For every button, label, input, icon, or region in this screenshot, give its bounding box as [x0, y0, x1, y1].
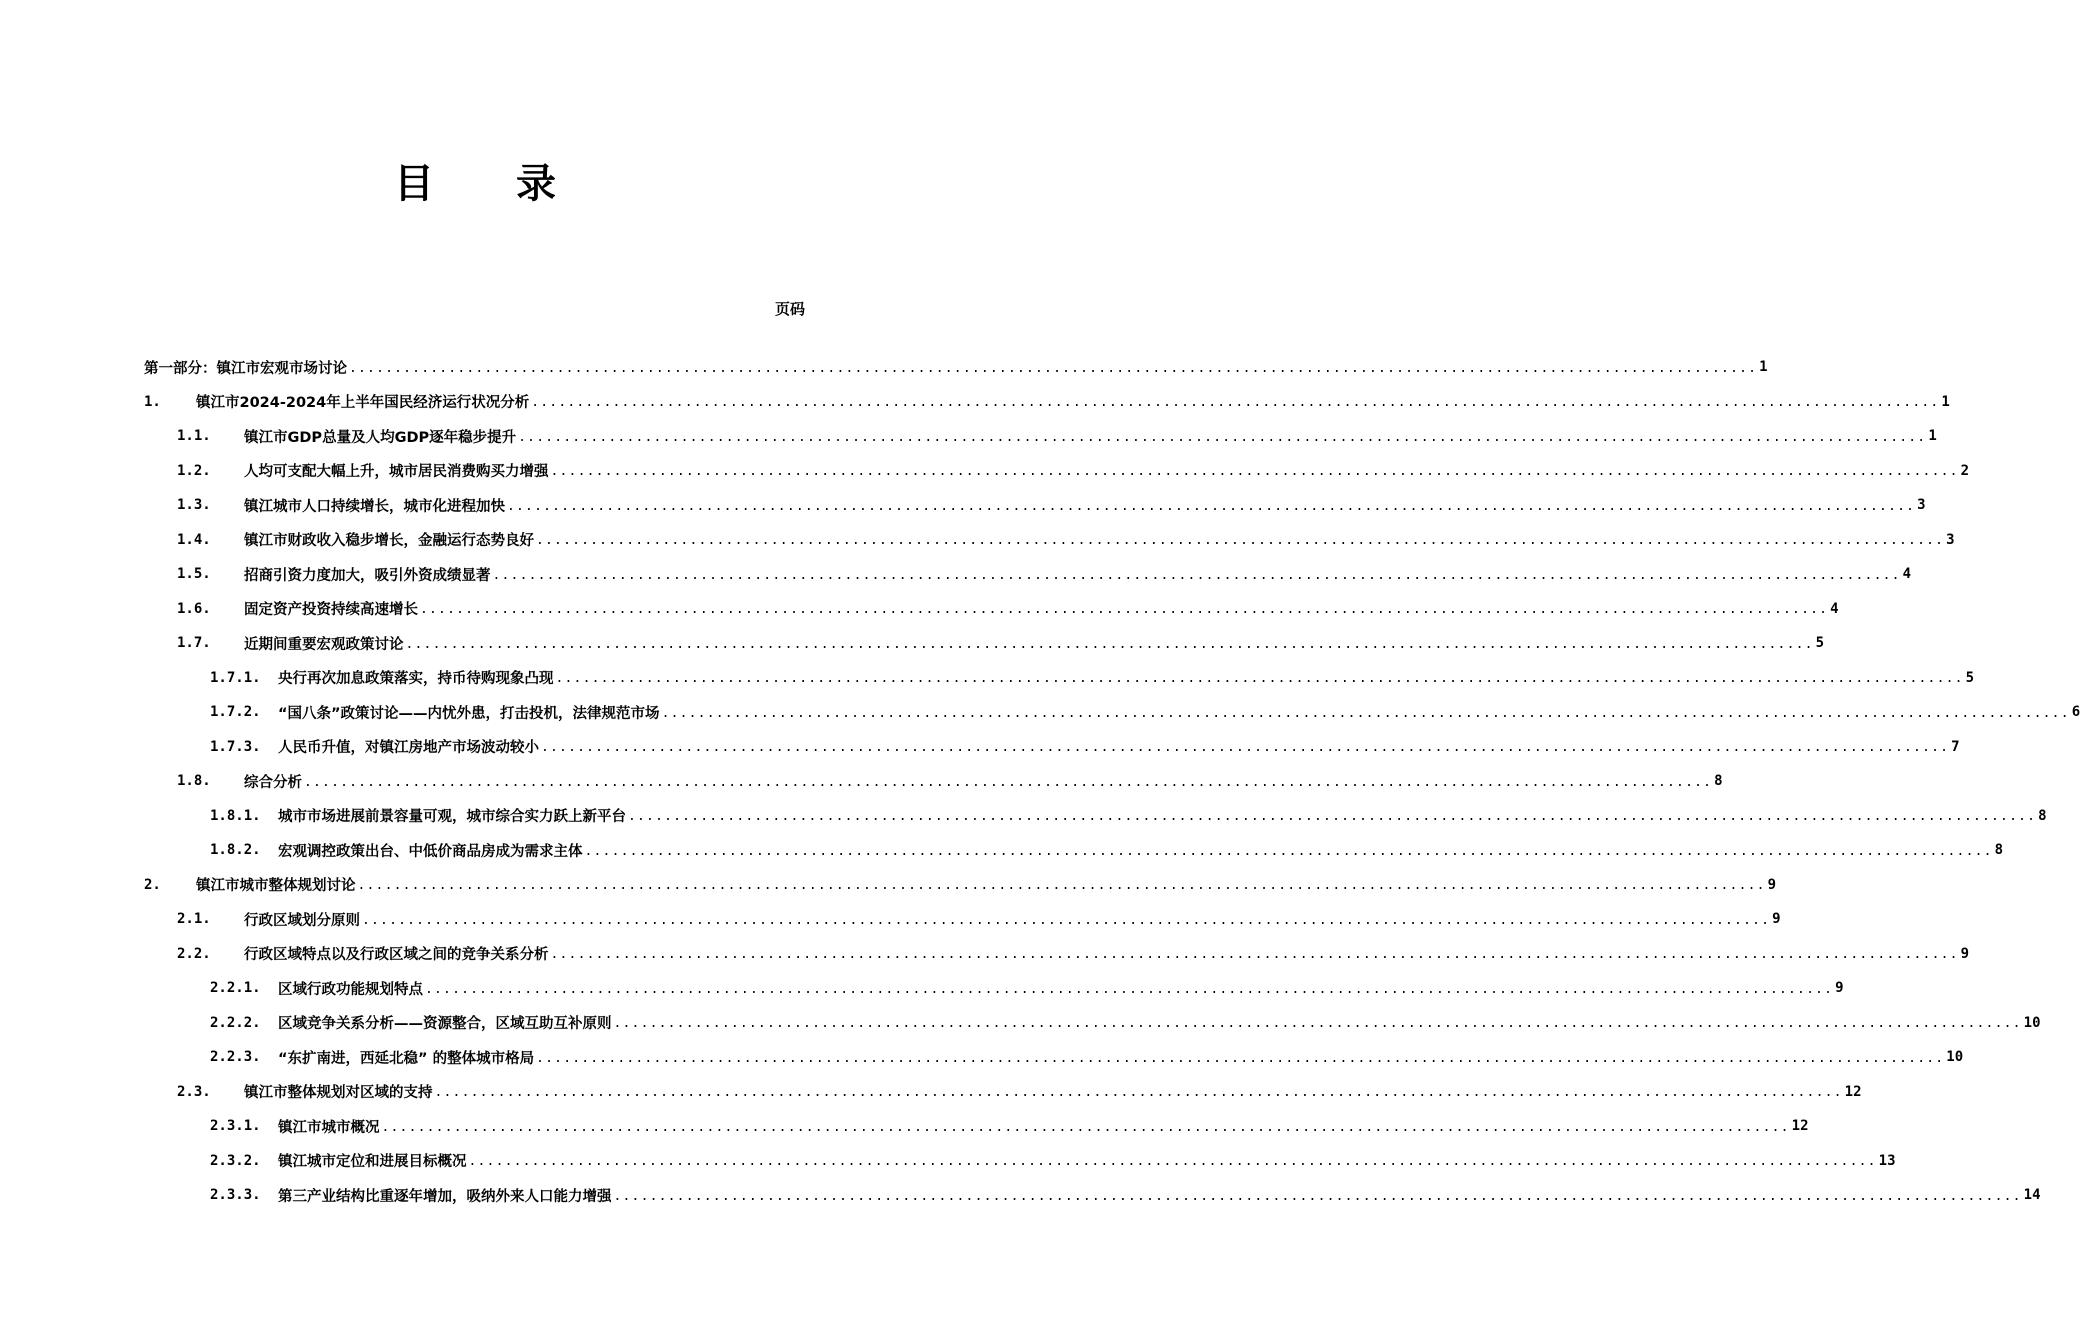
toc-entry[interactable] — [144, 1075, 1862, 1110]
toc-entry-page-number: 12 — [1791, 1118, 1809, 1135]
toc-entry-page-number: 9 — [1835, 980, 1844, 997]
toc-entry[interactable] — [144, 1040, 1964, 1075]
toc-dot-leader — [531, 395, 1939, 410]
toc-entry-page-number: 5 — [1815, 635, 1825, 652]
toc-entry-title: 镇江城市人口持续增长，城市化进程加快 — [244, 498, 505, 515]
toc-dot-leader — [420, 602, 1828, 617]
toc-entry[interactable] — [144, 833, 2004, 868]
toc-entry-number: 2.2.3. — [210, 1049, 261, 1066]
toc-entry-title: 第三产业结构比重逐年增加，吸纳外来人口能力增强 — [278, 1188, 612, 1205]
toc-entry-number: 2.1. — [177, 911, 211, 928]
toc-entry-number: 2.3.2. — [210, 1152, 261, 1169]
toc-entry-title: 综合分析 — [244, 774, 302, 791]
toc-dot-leader — [536, 1051, 1944, 1066]
toc-dot-leader — [551, 947, 1959, 962]
toc-entry-number: 1.7.3. — [210, 738, 261, 755]
toc-entry[interactable] — [144, 937, 1970, 972]
toc-entry-page-number: 1 — [1928, 428, 1937, 445]
toc-entry[interactable] — [144, 557, 1912, 592]
toc-entry-title: 城市市场进展前景容量可观，城市综合实力跃上新平台 — [278, 809, 626, 826]
toc-entry[interactable] — [144, 350, 1768, 385]
toc-entry-number: 2.3.1. — [210, 1118, 261, 1135]
toc-entry-page-number: 4 — [1830, 600, 1839, 617]
toc-entry-page-number: 8 — [1994, 842, 2004, 859]
toc-entry-number: 1.7.2. — [210, 704, 261, 721]
toc-entry-number: 1.8. — [177, 773, 211, 790]
toc-entry[interactable] — [144, 730, 1960, 765]
toc-entry-title: 镇江市2024-2024年上半年国民经济运行状况分析 — [196, 395, 530, 412]
toc-entry-title: “东扩南进，西延北稳” 的整体城市格局 — [278, 1050, 535, 1067]
toc-entry[interactable] — [144, 419, 1937, 454]
toc-entry-number: 1.4. — [177, 531, 211, 548]
toc-entry-number: 1.7. — [177, 635, 211, 652]
toc-dot-leader — [614, 1016, 2022, 1031]
toc-entry[interactable] — [144, 385, 1950, 420]
toc-dot-leader — [507, 499, 1915, 514]
toc-entry-page-number: 12 — [1844, 1083, 1862, 1100]
page-title: 目 录 — [394, 161, 590, 207]
table-of-contents — [144, 350, 2080, 1213]
toc-entry-number: 1.5. — [177, 566, 211, 583]
toc-entry[interactable] — [144, 592, 1839, 627]
page-number-column-label: 页码 — [774, 300, 805, 318]
toc-entry[interactable] — [144, 1006, 2041, 1041]
toc-entry-number: 2. — [144, 876, 161, 893]
toc-entry-title: 人均可支配大幅上升，城市居民消费购买力增强 — [244, 464, 549, 481]
toc-entry-page-number: 13 — [1878, 1152, 1896, 1169]
toc-entry-title: 区域竞争关系分析——资源整合，区域互助互补原则 — [278, 1016, 612, 1033]
toc-entry-number: 2.3.3. — [210, 1187, 261, 1204]
toc-entry-title: 区域行政功能规划特点 — [278, 981, 423, 998]
toc-entry-title: 第一部分：镇江市宏观市场讨论 — [144, 360, 347, 377]
toc-entry-number: 1.2. — [177, 462, 211, 479]
toc-entry-number: 1.3. — [177, 497, 211, 514]
toc-entry-page-number: 9 — [1767, 876, 1777, 893]
toc-entry-page-number: 9 — [1772, 911, 1781, 928]
toc-entry[interactable] — [144, 799, 2047, 834]
toc-entry-number: 1.6. — [177, 600, 211, 617]
toc-entry-number: 1.8.2. — [210, 842, 261, 859]
toc-dot-leader — [518, 430, 1926, 445]
toc-dot-leader — [551, 464, 1959, 479]
toc-dot-leader — [382, 1120, 1790, 1135]
toc-entry-title: 近期间重要宏观政策讨论 — [244, 636, 404, 653]
toc-dot-leader — [556, 671, 1964, 686]
toc-dot-leader — [304, 775, 1712, 790]
toc-dot-leader — [662, 706, 2070, 721]
toc-dot-leader — [425, 982, 1833, 997]
toc-entry-number: 1. — [144, 393, 161, 410]
toc-entry[interactable] — [144, 626, 1825, 661]
toc-entry-page-number: 5 — [1965, 669, 1975, 686]
toc-entry-title: “国八条”政策讨论——内忧外患，打击投机，法律规范市场 — [278, 705, 660, 722]
toc-entry-page-number: 3 — [1917, 497, 1926, 514]
toc-entry[interactable] — [144, 764, 1723, 799]
toc-entry-title: 行政区域特点以及行政区域之间的竞争关系分析 — [244, 947, 549, 964]
toc-entry-title: 人民币升值，对镇江房地产市场波动较小 — [278, 740, 539, 757]
toc-entry-title: 行政区域划分原则 — [244, 912, 360, 929]
toc-entry[interactable] — [144, 902, 1781, 937]
toc-entry[interactable] — [144, 454, 1970, 489]
toc-entry-number: 1.8.1. — [210, 807, 261, 824]
toc-dot-leader — [493, 568, 1901, 583]
toc-entry[interactable] — [144, 1178, 2041, 1213]
toc-entry-page-number: 2 — [1960, 462, 1970, 479]
toc-entry-page-number: 1 — [1759, 359, 1768, 376]
toc-entry-page-number: 7 — [1951, 738, 1960, 755]
toc-entry-page-number: 10 — [2023, 1014, 2041, 1031]
toc-entry-page-number: 14 — [2023, 1187, 2041, 1204]
toc-entry[interactable] — [144, 661, 1975, 696]
toc-entry-page-number: 10 — [1946, 1049, 1964, 1066]
toc-entry-title: 镇江市GDP总量及人均GDP逐年稳步提升 — [244, 429, 517, 446]
toc-entry-title: 宏观调控政策出台、中低价商品房成为需求主体 — [278, 843, 583, 860]
toc-entry-number: 2.3. — [177, 1083, 211, 1100]
toc-entry-number: 2.2.1. — [210, 980, 261, 997]
toc-entry-title: 央行再次加息政策落实，持币待购现象凸现 — [278, 671, 554, 688]
toc-dot-leader — [541, 740, 1949, 755]
toc-entry-title: 镇江市整体规划对区域的支持 — [244, 1085, 433, 1102]
toc-entry-number: 2.2. — [177, 945, 211, 962]
toc-entry[interactable] — [144, 488, 1926, 523]
toc-entry-number: 1.7.1. — [210, 669, 261, 686]
toc-dot-leader — [349, 361, 1757, 376]
toc-entry-number: 2.2.2. — [210, 1014, 261, 1031]
toc-dot-leader — [435, 1085, 1843, 1100]
toc-dot-leader — [536, 533, 1944, 548]
toc-entry-title: 镇江市财政收入稳步增长，金融运行态势良好 — [244, 533, 534, 550]
toc-entry[interactable] — [144, 695, 2080, 730]
toc-dot-leader — [362, 913, 1770, 928]
toc-entry[interactable] — [144, 971, 1844, 1006]
toc-entry-page-number: 6 — [2071, 704, 2080, 721]
toc-entry-number: 1.1. — [177, 428, 211, 445]
toc-entry-page-number: 8 — [2038, 807, 2047, 824]
toc-entry[interactable] — [144, 1109, 1809, 1144]
toc-entry[interactable] — [144, 1144, 1896, 1179]
toc-dot-leader — [406, 637, 1814, 652]
toc-entry-title: 固定资产投资持续高速增长 — [244, 602, 418, 619]
toc-entry-title: 镇江市城市整体规划讨论 — [196, 878, 356, 895]
toc-entry-page-number: 9 — [1960, 945, 1970, 962]
toc-entry-title: 镇江城市定位和进展目标概况 — [278, 1154, 467, 1171]
toc-entry[interactable] — [144, 523, 1955, 558]
toc-dot-leader — [585, 844, 1993, 859]
toc-entry-page-number: 8 — [1714, 773, 1723, 790]
toc-entry-title: 招商引资力度加大，吸引外资成绩显著 — [244, 567, 491, 584]
toc-dot-leader — [628, 809, 2036, 824]
toc-entry-page-number: 4 — [1902, 566, 1912, 583]
toc-dot-leader — [469, 1154, 1877, 1169]
toc-entry-page-number: 1 — [1941, 393, 1950, 410]
toc-entry[interactable] — [144, 868, 1777, 903]
toc-dot-leader — [614, 1189, 2022, 1204]
toc-entry-title: 镇江市城市概况 — [278, 1119, 380, 1136]
toc-entry-page-number: 3 — [1946, 531, 1955, 548]
toc-dot-leader — [358, 878, 1766, 893]
